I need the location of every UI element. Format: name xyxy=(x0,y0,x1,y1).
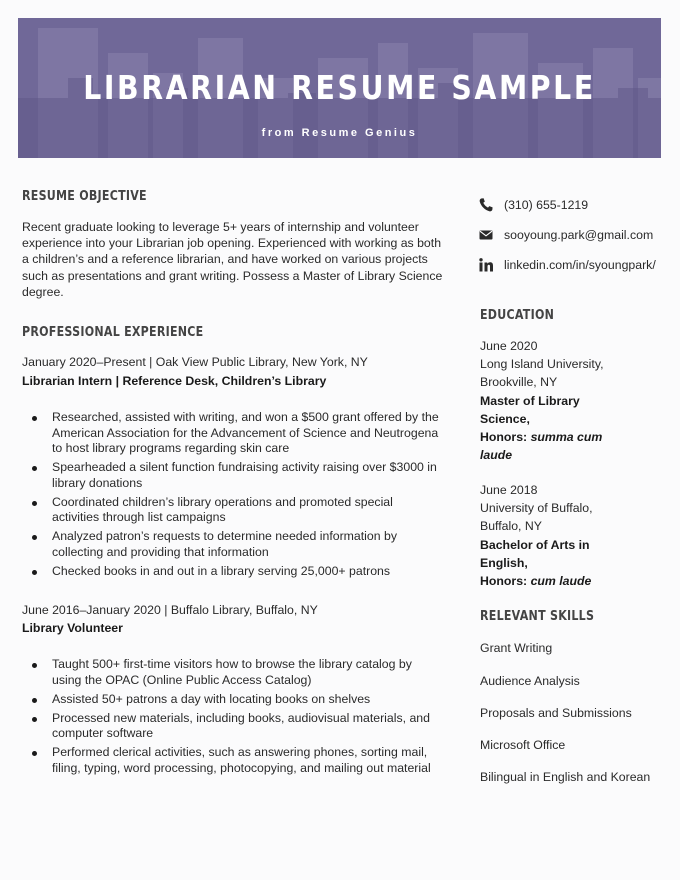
honors-value: cum laude xyxy=(530,574,592,589)
education-entry xyxy=(480,337,665,464)
education-honors xyxy=(480,446,665,464)
phone-text[interactable]: (310) 655-1219 xyxy=(504,198,589,212)
education-degree: Master of Library xyxy=(480,393,580,408)
header-banner xyxy=(18,18,661,158)
education-date: June 2020 xyxy=(480,339,538,353)
job-bullet-list xyxy=(22,410,442,583)
job-dates-place: January 2020–Present | Oak View Public Library, New York, NY xyxy=(22,355,368,369)
experience-heading: PROFESSIONAL EXPERIENCE xyxy=(22,324,204,340)
objective-heading: RESUME OBJECTIVE xyxy=(22,188,147,204)
education-entry xyxy=(480,481,665,590)
list-item: Researched, assisted with writing, and won a $500 grant offered by the American Association for the Advancement of Science and Neutrogena to host library programs regarding skin care xyxy=(22,410,442,457)
objective-line: experience into your Librarian job opening. Experienced with working as both xyxy=(22,236,442,251)
objective-paragraph xyxy=(22,219,452,300)
education-date: June 2018 xyxy=(480,483,538,497)
page-subtitle: from Resume Genius xyxy=(261,127,418,139)
skill-item: Microsoft Office xyxy=(480,738,566,752)
skill-item: Proposals and Submissions xyxy=(480,706,632,720)
contact-email xyxy=(478,227,654,243)
honors-label: Honors: xyxy=(480,430,531,445)
education-degree: Bachelor of Arts in xyxy=(480,537,590,552)
list-item: Taught 500+ first-time visitors how to browse the library catalog by using the OPAC (Online Public Access Catalog) xyxy=(22,657,442,688)
skill-item: Bilingual in English and Korean xyxy=(480,770,651,784)
objective-line: degree. xyxy=(22,284,64,299)
education-honors xyxy=(480,428,665,446)
contact-linkedin xyxy=(478,257,656,273)
job-role: Librarian Intern | Reference Desk, Children’s Library xyxy=(22,374,327,388)
skill-item: Audience Analysis xyxy=(480,674,580,688)
contact-phone xyxy=(478,197,589,213)
phone-icon xyxy=(478,197,494,213)
list-item: Performed clerical activities, such as answering phones, sorting mail, filing, typing, word processing, photocopying, and mailing out material xyxy=(22,745,442,776)
education-degree: English, xyxy=(480,555,528,570)
page-title: LIBRARIAN RESUME SAMPLE xyxy=(83,68,596,107)
honors-value: summa cum xyxy=(530,430,603,445)
honors-label: Honors: xyxy=(480,574,531,589)
education-degree: Science, xyxy=(480,411,530,426)
list-item: Spearheaded a silent function fundraising activity raising over $3000 in library donations xyxy=(22,460,442,491)
envelope-icon xyxy=(478,227,494,243)
honors-value: laude xyxy=(480,448,513,463)
education-location: Buffalo, NY xyxy=(480,519,542,534)
list-item: Coordinated children’s library operations and promoted special activities through list campaigns xyxy=(22,495,442,526)
list-item: Assisted 50+ patrons a day with locating books on shelves xyxy=(22,692,442,708)
skill-item: Grant Writing xyxy=(480,641,553,655)
job-dates-place: June 2016–January 2020 | Buffalo Library, Buffalo, NY xyxy=(22,603,318,617)
education-honors xyxy=(480,572,665,590)
list-item: Checked books in and out in a library serving 25,000+ patrons xyxy=(22,564,442,580)
objective-line: a children’s and a reference librarian, and have worked on various projects xyxy=(22,252,428,267)
education-school: Long Island University, xyxy=(480,357,604,372)
skills-heading: RELEVANT SKILLS xyxy=(480,608,595,624)
list-item: Processed new materials, including books, audiovisual materials, and computer software xyxy=(22,711,442,742)
objective-line: Recent graduate looking to leverage 5+ years of internship and volunteer xyxy=(22,220,419,234)
email-text[interactable]: sooyoung.park@gmail.com xyxy=(504,228,654,242)
job-bullet-list xyxy=(22,657,442,780)
objective-line: such as presentations and grant writing. Possess a Master of Library Science xyxy=(22,268,443,283)
linkedin-text[interactable]: linkedin.com/in/syoungpark/ xyxy=(504,258,656,272)
job-role: Library Volunteer xyxy=(22,621,123,635)
education-heading: EDUCATION xyxy=(480,307,555,323)
list-item: Analyzed patron’s requests to determine needed information by collecting and providing that information xyxy=(22,529,442,560)
education-location: Brookville, NY xyxy=(480,375,558,390)
linkedin-icon xyxy=(478,257,494,273)
education-school: University of Buffalo, xyxy=(480,501,593,516)
